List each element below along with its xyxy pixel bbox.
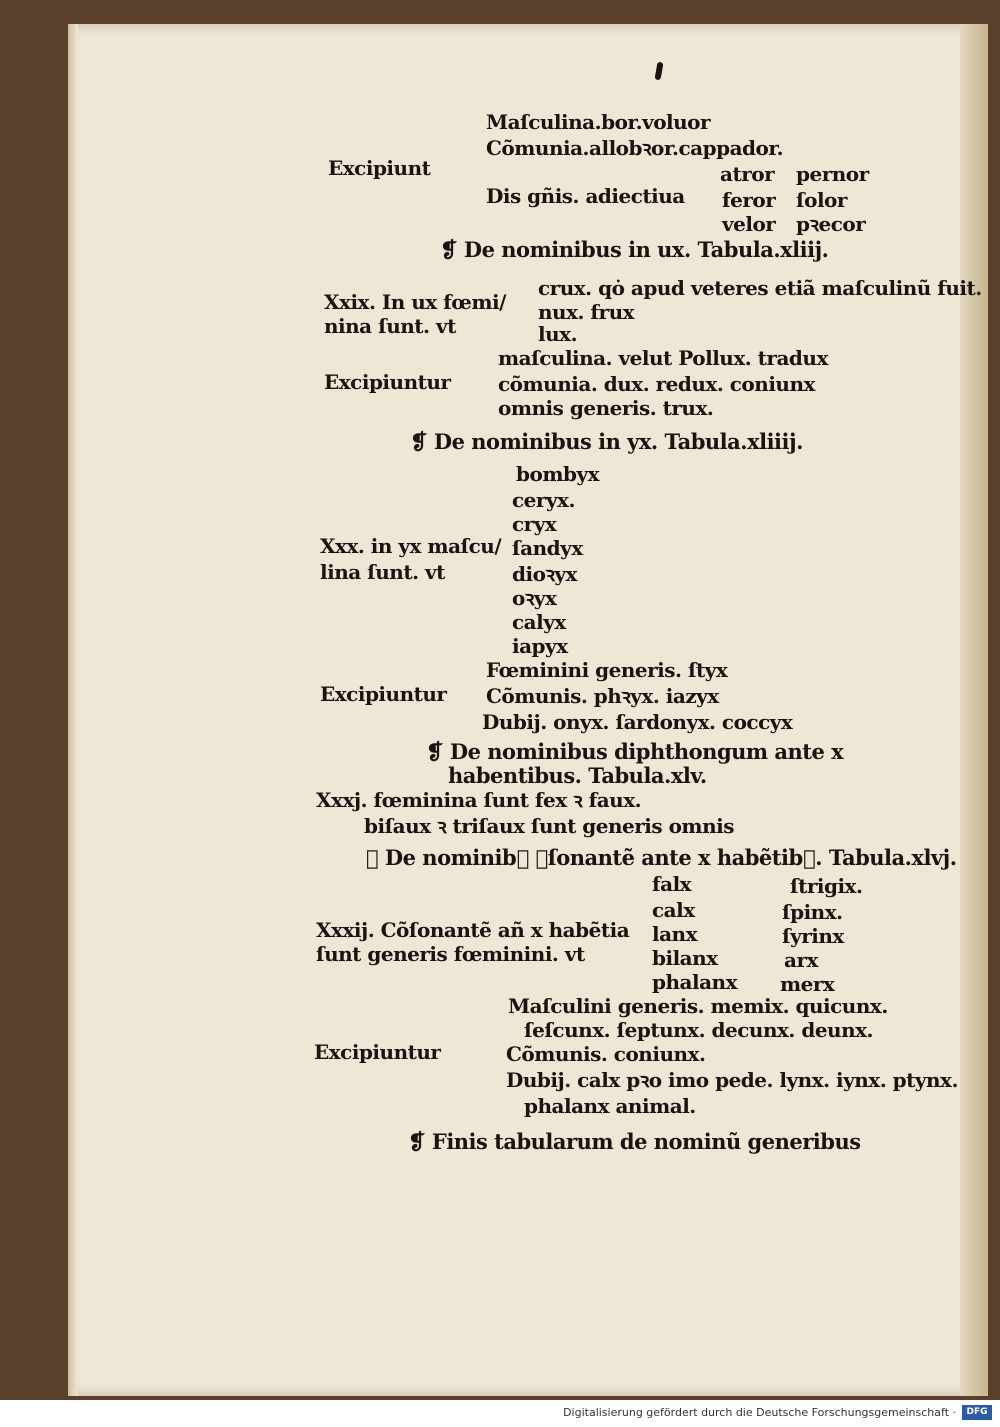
page-gutter-shadow xyxy=(68,24,78,1396)
word-precox: pꝛecor xyxy=(796,212,866,236)
table-heading-45-line1: ❡ De nominibus diphthongum ante x xyxy=(426,739,844,764)
finis-line: ❡ Finis tabularum de nominũ generibus xyxy=(408,1129,861,1154)
communia-line: Cõmunia.allobꝛor.cappador. xyxy=(486,136,784,160)
word-velox: velor xyxy=(722,212,776,236)
dfg-logo: DFG xyxy=(962,1405,992,1420)
excipiunt-label: Excipiunt xyxy=(328,156,431,180)
table-heading-44: ❡ De nominibus in yx. Tabula.xliiij. xyxy=(410,429,803,454)
communis-coniunx-line: Cõmunis. coniunx. xyxy=(506,1042,706,1066)
footer-credit-text: Digitalisierung gefördert durch die Deutsche Forschungsgemeinschaft · xyxy=(563,1406,956,1419)
excipiuntur-label-2: Excipiuntur xyxy=(320,682,447,706)
sescunx-line: ſeſcunx. ſeptunx. decunx. deunx. xyxy=(524,1018,874,1042)
word-ceryx: ceryx. xyxy=(512,488,575,512)
word-syrinx: ſyrinx xyxy=(782,924,844,948)
feminini-styx-line: Fœminini generis. ſtyx xyxy=(486,658,728,682)
word-strigix: ſtrigix. xyxy=(790,874,863,898)
word-lanx: lanx xyxy=(652,922,698,946)
word-spinx: ſpinx. xyxy=(782,900,843,924)
word-pernox: pernor xyxy=(796,162,869,186)
word-atrox: atror xyxy=(720,162,775,186)
word-bombyx: bombyx xyxy=(516,462,600,486)
rule-31-line: Xxxj. fœminina ſunt fex ꝛ faux. xyxy=(316,788,642,812)
excipiuntur-label-3: Excipiuntur xyxy=(314,1040,441,1064)
word-cryx: cryx xyxy=(512,512,557,536)
masculina-line: Maſculina.bor.voluor xyxy=(486,110,711,134)
rule-29-line2: nina ſunt. vt xyxy=(324,314,456,338)
word-arx: arx xyxy=(784,948,818,972)
word-falx: falx xyxy=(652,872,692,896)
masculina-pollux-line: maſculina. velut Pollux. tradux xyxy=(498,346,828,370)
communis-phryx-line: Cõmunis. phꝛyx. iazyx xyxy=(486,684,719,708)
nux-line: nux. frux xyxy=(538,300,635,324)
rule-32-line2: ſunt generis fœminini. vt xyxy=(316,942,585,966)
page-fore-edge xyxy=(960,24,988,1396)
word-calyx: calyx xyxy=(512,610,566,634)
table-heading-45-line2: habentibus. Tabula.xlv. xyxy=(448,763,707,788)
word-oryx: oꝛyx xyxy=(512,586,557,610)
footer-bar xyxy=(0,1400,1000,1427)
word-solox: ſolor xyxy=(796,188,847,212)
word-phalanx: phalanx xyxy=(652,970,738,994)
excipiuntur-label-1: Excipiuntur xyxy=(324,370,451,394)
table-heading-46: ❡ De nominib᷒ ꝯſonantẽ ante x habẽtib᷒. Tabula.xlvj. xyxy=(366,845,957,870)
masculini-memix-line: Maſculini generis. memix. quicunx. xyxy=(508,994,888,1018)
word-iapyx: iapyx xyxy=(512,634,568,658)
communia-dux-line: cõmunia. dux. redux. coniunx xyxy=(498,372,815,396)
word-merx: merx xyxy=(780,972,835,996)
word-sandyx: ſandyx xyxy=(512,536,583,560)
dubij-onyx-line: Dubij. onyx. ſardonyx. coccyx xyxy=(482,710,793,734)
word-dioryx: dioꝛyx xyxy=(512,562,577,586)
word-ferox: feror xyxy=(722,188,776,212)
lux-line: lux. xyxy=(538,322,578,346)
table-heading-43: ❡ De nominibus in ux. Tabula.xliij. xyxy=(440,237,829,262)
rule-30-line2: lina ſunt. vt xyxy=(320,560,445,584)
dubij-calx-line: Dubij. calx pꝛo imo pede. lynx. iynx. ptynx. xyxy=(506,1068,958,1092)
phalanx-animal-line: phalanx animal. xyxy=(524,1094,696,1118)
omnis-generis-trux-line: omnis generis. trux. xyxy=(498,396,714,420)
rule-30-line1: Xxx. in yx maſcu/ xyxy=(320,534,502,558)
dis-generis-line: Dis gñis. adiectiua xyxy=(486,184,685,208)
word-bilanx: bilanx xyxy=(652,946,718,970)
rule-32-line1: Xxxij. Cõſonantẽ añ x habẽtia xyxy=(316,918,630,942)
crux-line: crux. qȯ apud veteres etiã maſculinũ fuit. xyxy=(538,276,982,300)
rule-29-line1: Xxix. In ux fœmi/ xyxy=(324,290,506,314)
bisaux-line: biſaux ꝛ triſaux ſunt generis omnis xyxy=(364,814,734,838)
word-calx: calx xyxy=(652,898,695,922)
